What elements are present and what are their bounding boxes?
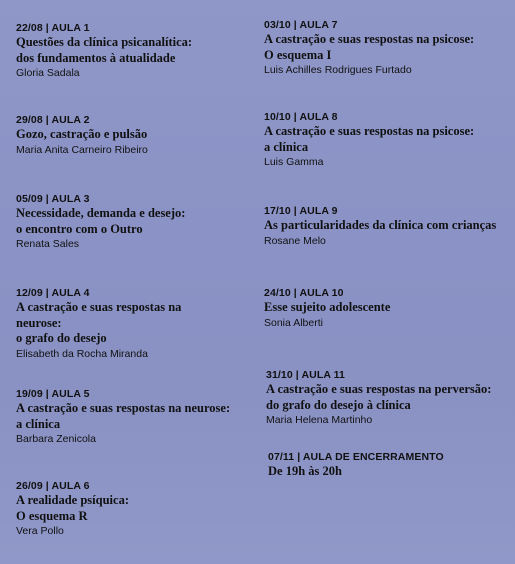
session-date: 26/09 | AULA 6 [16, 480, 90, 492]
session-title-line: A castração e suas respostas na psicose: [264, 124, 475, 138]
session-date: 07/11 | AULA DE ENCERRAMENTO [268, 451, 444, 463]
session-speaker: Barbara Zenicola [16, 433, 96, 445]
session-title-line: A castração e suas respostas na neurose: [16, 401, 231, 415]
session-speaker: Maria Helena Martinho [266, 414, 373, 426]
aula-10 [264, 286, 515, 331]
session-date: 24/10 | AULA 10 [264, 287, 344, 299]
session-date: 17/10 | AULA 9 [264, 205, 338, 217]
session-title-line: o encontro com o Outro [16, 221, 143, 236]
session-speaker: Elisabeth da Rocha Miranda [16, 347, 148, 360]
session-date: 12/09 | AULA 4 [16, 287, 90, 299]
session-date: 05/09 | AULA 3 [16, 193, 90, 205]
session-date: 22/08 | AULA 1 [16, 22, 90, 34]
session-title-line: Gozo, castração e pulsão [16, 127, 148, 141]
session-title-line: o grafo do desejo [16, 331, 107, 345]
aula-4 [16, 286, 276, 362]
session-time: De 19h às 20h [268, 464, 342, 478]
aula-1 [16, 21, 276, 81]
aula-2 [16, 113, 276, 158]
session-speaker: Rosane Melo [264, 234, 326, 247]
session-date: 19/09 | AULA 5 [16, 388, 90, 400]
aula-7 [264, 18, 515, 78]
session-date: 03/10 | AULA 7 [264, 19, 338, 31]
session-title-line: Questões da clínica psicanalítica: [16, 35, 193, 49]
session-date: 10/10 | AULA 8 [264, 111, 338, 123]
aula-6 [16, 479, 276, 539]
session-speaker: Luis Achilles Rodrigues Furtado [264, 64, 412, 76]
session-title-line: A realidade psíquica: [16, 493, 129, 507]
session-title-line: do grafo do desejo à clínica [266, 397, 411, 412]
aula-9 [264, 204, 515, 249]
aula-3 [16, 192, 276, 252]
session-title-line: O esquema I [264, 47, 332, 62]
aula-5 [16, 387, 276, 447]
session-title-line: Necessidade, demanda e desejo: [16, 206, 186, 220]
session-date: 31/10 | AULA 11 [266, 369, 345, 381]
aula-8 [264, 110, 515, 170]
session-speaker: Sonia Alberti [264, 316, 323, 329]
session-title-line: A castração e suas respostas na [16, 300, 182, 314]
session-title-line: a clínica [264, 139, 309, 154]
session-speaker: Luis Gamma [264, 156, 324, 168]
session-title-line: A castração e suas respostas na psicose: [264, 32, 475, 46]
session-title-line: A castração e suas respostas na perversão: [266, 382, 492, 396]
session-title-line: neurose: [16, 315, 62, 330]
session-title-line: O esquema R [16, 508, 88, 523]
session-speaker: Vera Pollo [16, 525, 64, 537]
session-title-line: dos fundamentos à atualidade [16, 50, 176, 65]
session-speaker: Maria Anita Carneiro Ribeiro [16, 143, 148, 156]
aula-11 [266, 368, 515, 428]
session-title-line: As particularidades da clínica com crianças [264, 218, 497, 232]
session-speaker: Renata Sales [16, 238, 80, 250]
aula-encerramento [268, 450, 515, 480]
session-speaker: Gloria Sadala [16, 67, 80, 79]
session-title-line: a clínica [16, 416, 61, 431]
session-date: 29/08 | AULA 2 [16, 114, 90, 126]
session-title-line: Esse sujeito adolescente [264, 300, 391, 314]
